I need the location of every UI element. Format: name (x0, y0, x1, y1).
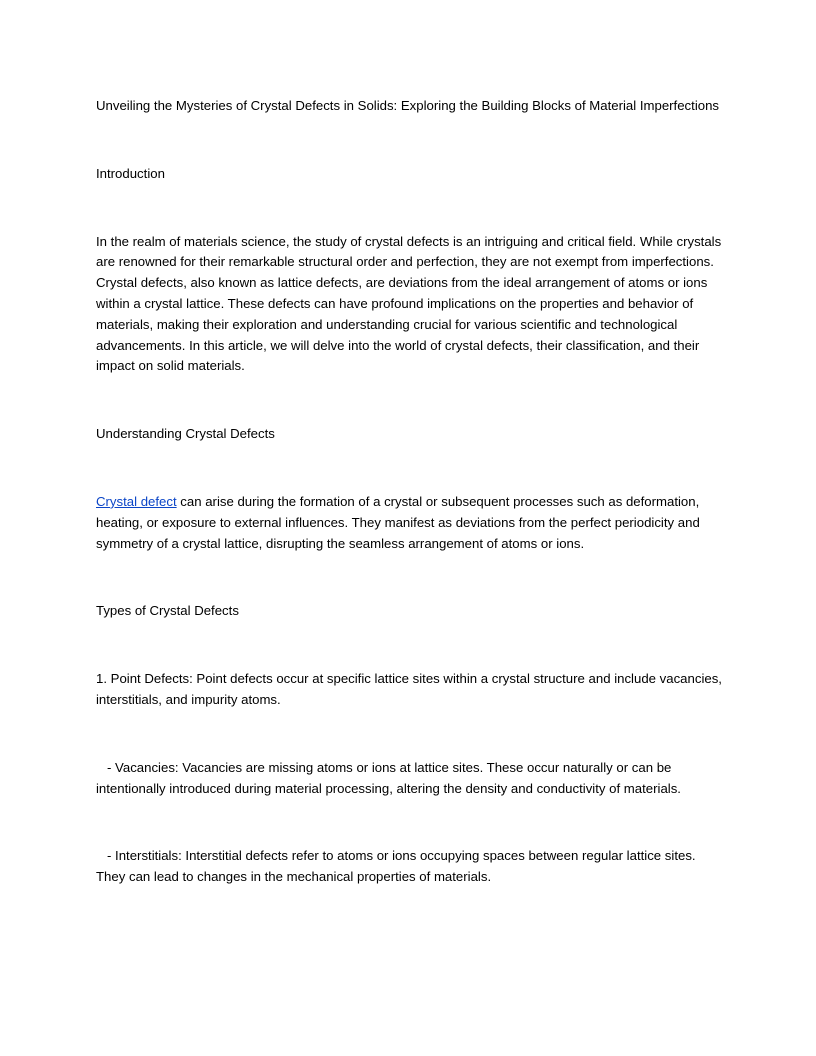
introduction-heading: Introduction (96, 165, 165, 181)
crystal-defect-link[interactable]: Crystal defect (96, 493, 177, 509)
document-page (96, 96, 726, 888)
understanding-defects-text: can arise during the formation of a crystal or subsequent processes such as deformation, heating, or exposure to external influences. They manifest as deviations from the perfect periodicity and symmetry of a crystal lattice, disrupting the seamless arrangement of atoms or ions. (96, 493, 700, 551)
understanding-defects-paragraph (96, 492, 726, 554)
introduction-paragraph: In the realm of materials science, the study of crystal defects is an intriguing and critical field. While crystals are renowned for their remarkable structural order and perfection, they are not exempt from imperfections. Crystal defects, also known as lattice defects, are deviations from the ideal arrangement of atoms or ions within a crystal lattice. These defects can have profound implications on the properties and behavior of materials, making their exploration and understanding crucial for various scientific and technological advancements. In this article, we will delve into the world of crystal defects, their classification, and their impact on solid materials. (96, 233, 722, 374)
document-title: Unveiling the Mysteries of Crystal Defects in Solids: Exploring the Building Blocks of Material Imperfections (96, 98, 720, 113)
vacancies-paragraph: - Vacancies: Vacancies are missing atoms or ions at lattice sites. These occur naturally or can be intentionally introduced during material processing, altering the density and conductivity of materials. (96, 759, 681, 796)
understanding-defects-heading: Understanding Crystal Defects (96, 426, 275, 442)
types-of-defects-heading: Types of Crystal Defects (96, 603, 239, 619)
interstitials-paragraph: - Interstitials: Interstitial defects refer to atoms or ions occupying spaces between regular lattice sites. They can lead to changes in the mechanical properties of materials. (96, 848, 700, 885)
point-defects-paragraph: 1. Point Defects: Point defects occur at specific lattice sites within a crystal structure and include vacancies, interstitials, and impurity atoms. (96, 671, 722, 707)
